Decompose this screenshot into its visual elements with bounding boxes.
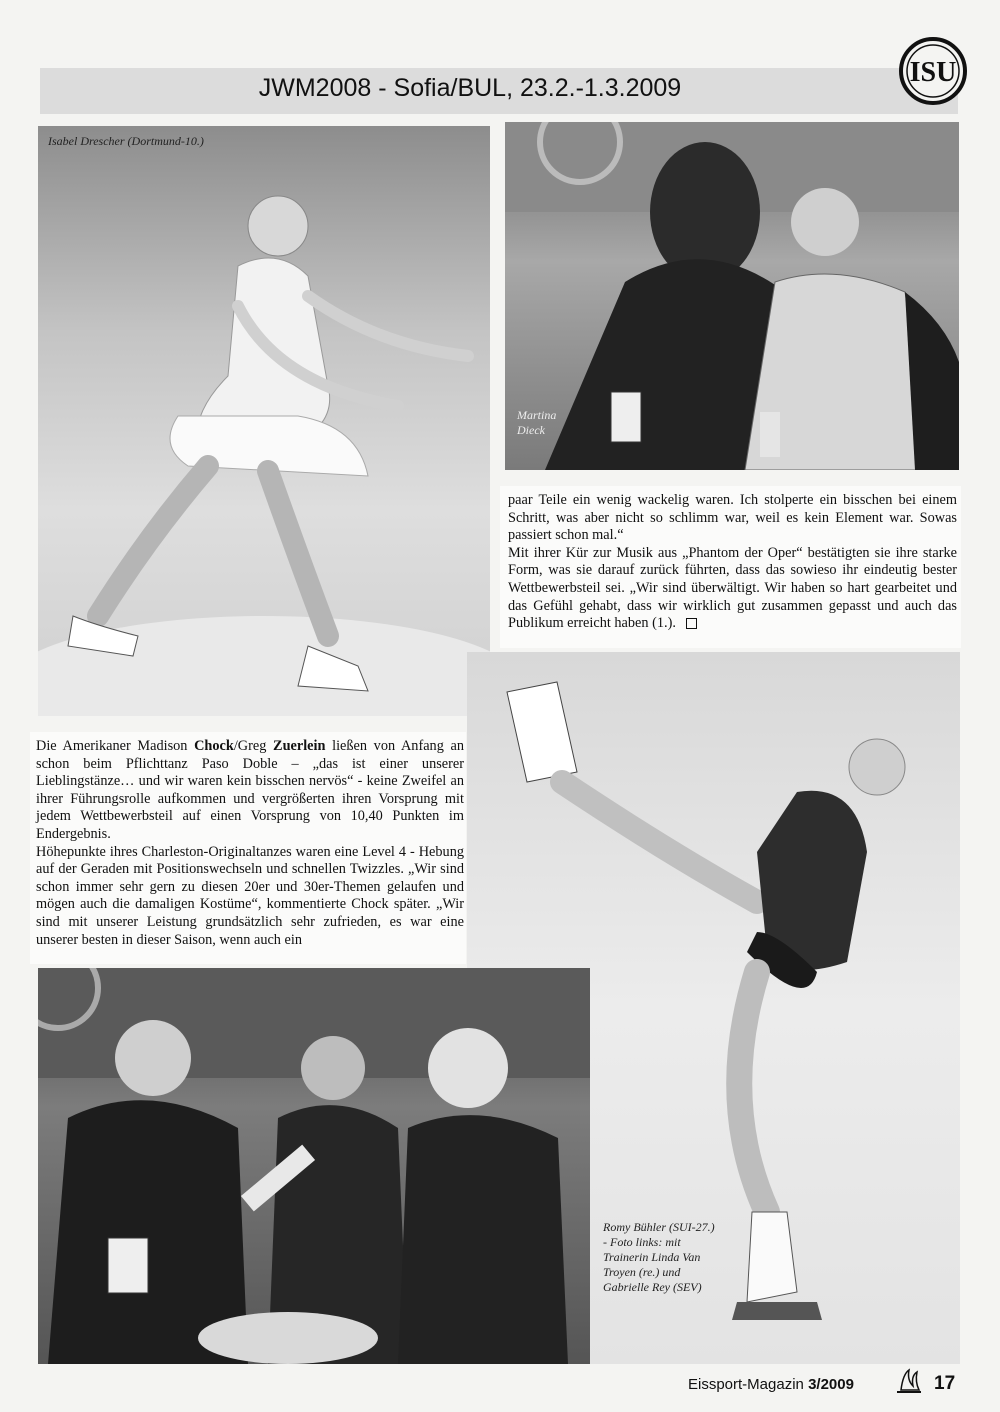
photo-caption-drescher: Isabel Drescher (Dortmund-10.) bbox=[48, 134, 204, 148]
photo-group-kiss-and-cry bbox=[38, 968, 590, 1364]
skater-name: Zuerlein bbox=[273, 738, 326, 754]
article-paragraph bbox=[508, 545, 957, 633]
caption-line: - Foto links: mit bbox=[603, 1235, 681, 1249]
footer-magazine-name: Eissport-Magazin bbox=[688, 1376, 804, 1393]
photo-caption-dieck bbox=[517, 408, 556, 438]
skate-logo-icon bbox=[893, 1366, 925, 1396]
article-paragraph-text: Mit ihrer Kür zur Musik aus „Phantom der Oper“ bestätigten sie ihre starke Form, was sie darauf zurück führten, dass das sowieso ihr eindeutig bester Wettbewerbsteil sei. „Wir sind überwältigt. Wir haben so hart gearbeitet und das Gefühl gehabt, dass wir wirklich gut zusammen gepasst und auch das Publikum erreicht haben (1.). bbox=[508, 544, 957, 632]
caption-line: Martina bbox=[517, 408, 557, 422]
photo-skater-drescher bbox=[38, 126, 490, 716]
text-run: Die Amerikaner Madison bbox=[36, 738, 195, 754]
article-paragraph bbox=[36, 738, 464, 844]
page-number: 17 bbox=[934, 1373, 956, 1394]
article-text-top-right bbox=[500, 486, 961, 648]
caption-line: Dieck bbox=[517, 423, 545, 437]
end-of-article-square-icon bbox=[686, 618, 697, 629]
isu-logo-text: ISU bbox=[909, 57, 957, 88]
caption-line: Gabrielle Rey (SEV) bbox=[603, 1280, 702, 1294]
photo-martina-dieck bbox=[505, 122, 959, 470]
skater-name: Chock bbox=[194, 738, 234, 754]
article-paragraph: Höhepunkte ihres Charleston-Originaltanzes waren eine Level 4 - Hebung auf der Geraden mit Positionswechseln und schnellen Twizzles. „Wir sind schon immer sehr gern zu diesen 20er und 30er-Themen gelaufen und mögen auch die damaligen Kostüme“, kommentierte Chock später. „Wir sind mit unserer Leistung grundsätzlich sehr zufrieden, es war eine unserer besten in dieser Saison, wenn auch ein bbox=[36, 843, 464, 948]
article-text-middle-left bbox=[30, 732, 466, 964]
text-run: /Greg bbox=[233, 738, 274, 754]
footer-issue: 3/2009 bbox=[808, 1376, 854, 1393]
caption-line: Trainerin Linda Van bbox=[603, 1250, 701, 1264]
caption-line: Troyen (re.) und bbox=[603, 1265, 681, 1279]
caption-line: Romy Bühler (SUI-27.) bbox=[603, 1220, 715, 1234]
footer-magazine bbox=[688, 1376, 854, 1393]
page-header-title: JWM2008 - Sofia/BUL, 23.2.-1.3.2009 bbox=[258, 74, 682, 102]
photo-caption-buehler bbox=[603, 1220, 715, 1295]
isu-logo bbox=[895, 36, 971, 106]
article-paragraph: paar Teile ein wenig wackelig waren. Ich stolperte ein bisschen bei einem Schritt, was aber nicht so schlimm war, weil es kein Element war. Sowas passiert schon mal.“ bbox=[508, 492, 957, 544]
text-run: ließen von Anfang an schon beim Pflichttanz Paso Doble – „das ist einer unserer Lieblingstänze… und wir waren kein bisschen nervös“ - keine Zweifel an ihrer Führungsrolle aufkommen und vergrößerten ihren Vorsprung mit jedem Wettbewerbsteil auf einen Vorsprung von 10,40 Punkten im Endergebnis. bbox=[36, 738, 464, 842]
